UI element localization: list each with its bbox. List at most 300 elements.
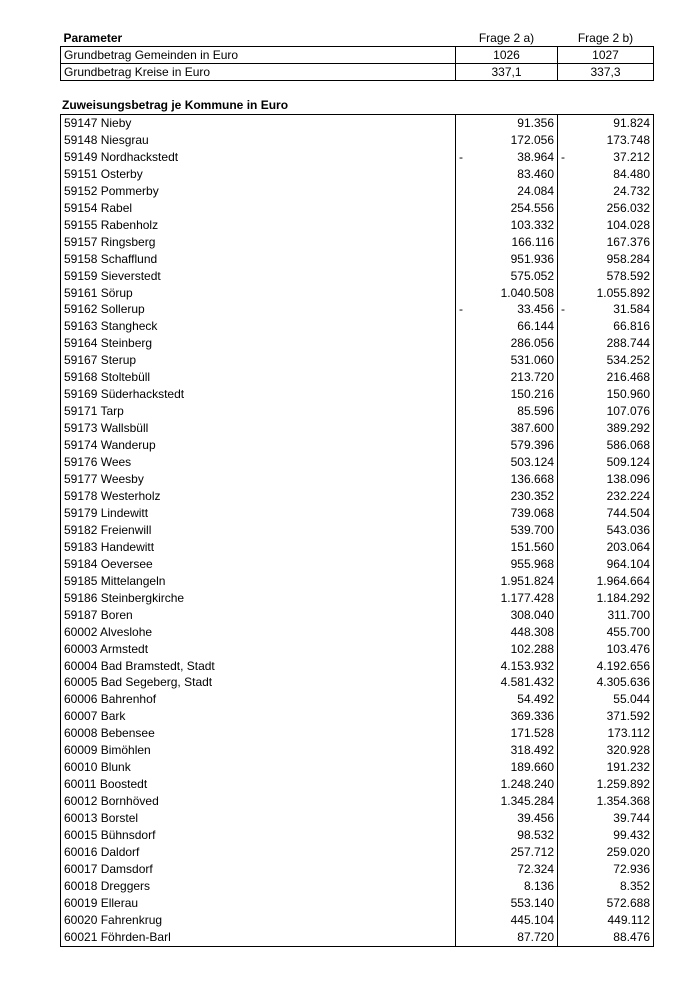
amount-frage-2a [456,437,558,454]
amount-frage-2a [456,386,558,403]
amount-value: 4.192.656 [596,658,650,673]
amount-frage-2b [558,929,654,946]
amount-frage-2a [456,539,558,556]
amount-frage-2a [456,691,558,708]
parameter-value-b: 1027 [558,47,654,64]
amount-frage-2b [558,251,654,268]
amount-value: 964.104 [606,556,650,571]
amount-value: 257.712 [510,844,554,859]
amount-value: 4.153.932 [500,658,554,673]
amount-frage-2b [558,352,654,369]
municipality-name: 59186 Steinbergkirche [61,590,456,607]
amount-frage-2a [456,844,558,861]
amount-frage-2a [456,149,558,166]
amount-value: 1.259.892 [596,777,650,792]
amount-frage-2b [558,844,654,861]
table-row [61,776,654,793]
table-row [61,318,654,335]
amount-frage-2a [456,607,558,624]
amount-frage-2a [456,115,558,132]
amount-frage-2a [456,183,558,200]
amount-frage-2a [456,759,558,776]
table-row [61,386,654,403]
amount-frage-2b [558,488,654,505]
parameter-header: Parameter [61,30,456,47]
municipality-name: 59179 Lindewitt [61,505,456,522]
amount-value: 259.020 [606,844,650,859]
parameter-value-a: 1026 [456,47,558,64]
amount-frage-2b [558,386,654,403]
parameter-header-row [61,30,654,47]
municipality-name: 59176 Wees [61,454,456,471]
amount-value: 38.964 [517,149,554,164]
municipality-name: 60008 Bebensee [61,725,456,742]
amount-frage-2b [558,420,654,437]
table-row [61,691,654,708]
amount-frage-2a [456,641,558,658]
amount-value: 8.352 [619,878,650,893]
municipality-name: 60011 Boostedt [61,776,456,793]
amount-value: 91.356 [517,116,554,130]
amount-frage-2b [558,505,654,522]
amount-value: 24.732 [613,183,650,198]
amount-value: 387.600 [510,421,554,436]
frage-2a-header: Frage 2 a) [456,30,558,47]
amount-value: 216.468 [606,370,650,385]
municipality-name: 59185 Mittelangeln [61,573,456,590]
amount-frage-2b [558,878,654,895]
municipality-name: 59183 Handewitt [61,539,456,556]
table-row [61,725,654,742]
table-row [61,912,654,929]
table-row [61,895,654,912]
amount-frage-2a [456,895,558,912]
amount-frage-2b [558,793,654,810]
amount-frage-2b [558,522,654,539]
amount-value: 173.748 [606,132,650,147]
table-row [61,285,654,302]
table-row [61,878,654,895]
municipality-name: 60020 Fahrenkrug [61,912,456,929]
amount-value: 172.056 [510,132,554,147]
amount-frage-2a [456,776,558,793]
amount-value: 1.248.240 [500,777,554,792]
amount-frage-2a [456,556,558,573]
table-row [61,590,654,607]
amount-value: 539.700 [510,522,554,537]
amount-frage-2b [558,200,654,217]
amount-value: 189.660 [510,760,554,775]
amount-frage-2a [456,403,558,420]
municipality-name: 59173 Wallsbüll [61,420,456,437]
amount-value: 1.177.428 [500,590,554,605]
table-row [61,607,654,624]
amount-frage-2b [558,674,654,691]
amount-frage-2a [456,251,558,268]
parameter-row [61,64,654,81]
table-row [61,556,654,573]
amount-frage-2b [558,369,654,386]
amount-frage-2b [558,861,654,878]
municipality-name: 59187 Boren [61,607,456,624]
amount-frage-2a [456,200,558,217]
table-row [61,742,654,759]
amount-frage-2b [558,285,654,302]
amount-value: 83.460 [517,166,554,181]
amount-value: 104.028 [606,217,650,232]
amount-frage-2a [456,285,558,302]
amount-value: 37.212 [613,149,650,164]
municipality-name: 59158 Schafflund [61,251,456,268]
amount-value: 33.456 [517,302,554,317]
amount-frage-2b [558,183,654,200]
table-row [61,352,654,369]
amount-value: 85.596 [517,404,554,419]
amount-value: 1.354.368 [596,794,650,809]
table-row [61,437,654,454]
amount-value: 955.968 [510,556,554,571]
amount-value: 102.288 [510,641,554,656]
amount-frage-2b [558,810,654,827]
municipality-name: 59182 Freienwill [61,522,456,539]
amount-value: 579.396 [510,438,554,453]
amount-frage-2b [558,149,654,166]
municipality-name: 60015 Bühnsdorf [61,827,456,844]
municipality-name: 59163 Stangheck [61,318,456,335]
amount-value: 575.052 [510,268,554,283]
amount-frage-2b [558,759,654,776]
municipality-name: 59159 Sieverstedt [61,268,456,285]
table-row [61,471,654,488]
amount-value: 91.824 [613,116,650,130]
amount-value: 256.032 [606,200,650,215]
amount-frage-2a [456,488,558,505]
amount-frage-2a [456,742,558,759]
table-row [61,810,654,827]
municipality-name: 60012 Bornhöved [61,793,456,810]
municipality-name: 59157 Ringsberg [61,234,456,251]
municipality-name: 60003 Armstedt [61,641,456,658]
amount-frage-2b [558,454,654,471]
amount-value: 39.744 [613,811,650,826]
municipality-name: 59174 Wanderup [61,437,456,454]
amount-frage-2a [456,335,558,352]
amount-frage-2a [456,234,558,251]
municipality-name: 59154 Rabel [61,200,456,217]
amount-value: 150.960 [606,387,650,402]
amount-value: 543.036 [606,522,650,537]
amount-value: 203.064 [606,539,650,554]
amount-value: 4.581.432 [500,675,554,690]
municipality-name: 60016 Daldorf [61,844,456,861]
table-row [61,166,654,183]
amount-value: 958.284 [606,251,650,266]
municipality-table-body [61,115,654,947]
amount-value: 318.492 [510,743,554,758]
amount-value: 586.068 [606,438,650,453]
municipality-name: 60005 Bad Segeberg, Stadt [61,674,456,691]
municipality-name: 60010 Blunk [61,759,456,776]
municipality-name: 59168 Stoltebüll [61,369,456,386]
amount-value: 54.492 [517,692,554,707]
section-title: Zuweisungsbetrag je Kommune in Euro [62,98,289,112]
amount-frage-2b [558,573,654,590]
municipality-name: 59178 Westerholz [61,488,456,505]
amount-frage-2a [456,352,558,369]
amount-value: 167.376 [606,234,650,249]
amount-value: 151.560 [510,539,554,554]
frage-2b-header: Frage 2 b) [558,30,654,47]
amount-value: 232.224 [606,488,650,503]
table-row [61,200,654,217]
amount-value: 173.112 [607,726,650,741]
parameter-value-b: 337,3 [558,64,654,81]
negative-sign: - [459,149,463,164]
amount-frage-2b [558,912,654,929]
amount-value: 311.700 [607,607,650,622]
amount-frage-2b [558,268,654,285]
municipality-name: 59161 Sörup [61,285,456,302]
municipality-name: 59164 Steinberg [61,335,456,352]
amount-value: 55.044 [613,692,650,707]
amount-frage-2b [558,301,654,318]
municipality-name: 60019 Ellerau [61,895,456,912]
amount-value: 72.936 [613,861,650,876]
amount-value: 87.720 [517,929,554,944]
municipality-name: 59148 Niesgrau [61,132,456,149]
parameter-value-a: 337,1 [456,64,558,81]
amount-frage-2a [456,166,558,183]
amount-frage-2b [558,539,654,556]
amount-value: 191.232 [606,760,650,775]
amount-frage-2a [456,132,558,149]
amount-value: 98.532 [517,828,554,843]
amount-value: 531.060 [510,353,554,368]
amount-value: 99.432 [613,828,650,843]
amount-frage-2a [456,505,558,522]
municipality-name: 59184 Oeversee [61,556,456,573]
amount-value: 369.336 [510,709,554,724]
parameter-table [60,30,654,81]
table-row [61,861,654,878]
table-row [61,522,654,539]
table-row [61,454,654,471]
amount-frage-2b [558,318,654,335]
table-row [61,793,654,810]
amount-value: 72.324 [517,861,554,876]
municipality-name: 59171 Tarp [61,403,456,420]
table-row [61,827,654,844]
table-row [61,505,654,522]
table-row [61,624,654,641]
table-row [61,183,654,200]
amount-frage-2b [558,132,654,149]
amount-value: 84.480 [613,166,650,181]
municipality-name: 60009 Bimöhlen [61,742,456,759]
table-row [61,420,654,437]
amount-frage-2b [558,217,654,234]
table-row [61,539,654,556]
negative-sign: - [561,149,565,164]
parameter-name: Grundbetrag Gemeinden in Euro [61,47,456,64]
municipality-name: 59151 Osterby [61,166,456,183]
table-row [61,369,654,386]
municipality-table [60,114,654,947]
amount-frage-2a [456,810,558,827]
table-row [61,217,654,234]
amount-value: 31.584 [613,302,650,317]
amount-frage-2b [558,624,654,641]
amount-value: 320.928 [606,743,650,758]
amount-frage-2b [558,234,654,251]
amount-value: 1.964.664 [596,573,650,588]
amount-frage-2a [456,301,558,318]
municipality-name: 59169 Süderhackstedt [61,386,456,403]
amount-value: 88.476 [613,929,650,944]
amount-value: 1.055.892 [596,285,650,300]
amount-value: 166.116 [511,234,554,249]
amount-value: 553.140 [510,895,554,910]
table-row [61,929,654,946]
amount-value: 744.504 [606,505,650,520]
amount-value: 308.040 [510,607,554,622]
amount-value: 578.592 [606,268,650,283]
amount-frage-2b [558,827,654,844]
amount-frage-2a [456,793,558,810]
table-row [61,251,654,268]
amount-value: 951.936 [510,251,554,266]
table-row [61,708,654,725]
amount-frage-2a [456,658,558,675]
amount-value: 1.345.284 [500,794,554,809]
negative-sign: - [459,302,463,317]
municipality-name: 59155 Rabenholz [61,217,456,234]
municipality-name: 60004 Bad Bramstedt, Stadt [61,658,456,675]
municipality-name: 59152 Pommerby [61,183,456,200]
amount-frage-2a [456,861,558,878]
amount-value: 138.096 [606,472,650,487]
amount-value: 1.040.508 [500,285,554,300]
amount-value: 4.305.636 [596,675,650,690]
amount-frage-2a [456,522,558,539]
table-row [61,844,654,861]
table-row [61,641,654,658]
table-row [61,658,654,675]
amount-frage-2b [558,895,654,912]
table-row [61,234,654,251]
table-row [61,301,654,318]
amount-value: 509.124 [606,455,650,470]
amount-value: 572.688 [606,895,650,910]
table-row [61,488,654,505]
amount-value: 254.556 [510,200,554,215]
amount-frage-2b [558,658,654,675]
amount-value: 8.136 [523,878,554,893]
municipality-name: 59149 Nordhackstedt [61,149,456,166]
parameter-row [61,47,654,64]
amount-frage-2a [456,420,558,437]
amount-value: 445.104 [510,912,554,927]
amount-frage-2a [456,878,558,895]
amount-value: 1.184.292 [596,590,650,605]
amount-value: 230.352 [510,488,554,503]
amount-frage-2a [456,912,558,929]
amount-frage-2a [456,674,558,691]
amount-frage-2a [456,217,558,234]
amount-frage-2b [558,166,654,183]
amount-frage-2a [456,318,558,335]
amount-value: 103.332 [510,217,554,232]
municipality-name: 59147 Nieby [61,115,456,132]
amount-frage-2b [558,335,654,352]
municipality-name: 60013 Borstel [61,810,456,827]
municipality-name: 60002 Alveslohe [61,624,456,641]
amount-frage-2b [558,115,654,132]
amount-value: 136.668 [510,472,554,487]
amount-frage-2a [456,929,558,946]
municipality-name: 60021 Föhrden-Barl [61,929,456,946]
amount-frage-2b [558,725,654,742]
amount-frage-2b [558,471,654,488]
table-row [61,132,654,149]
amount-frage-2a [456,268,558,285]
amount-frage-2a [456,471,558,488]
municipality-name: 60018 Dreggers [61,878,456,895]
amount-frage-2a [456,454,558,471]
table-row [61,759,654,776]
amount-value: 66.144 [517,319,554,334]
table-row [61,149,654,166]
amount-frage-2b [558,556,654,573]
parameter-name: Grundbetrag Kreise in Euro [61,64,456,81]
table-row [61,573,654,590]
amount-value: 534.252 [606,353,650,368]
municipality-name: 59177 Weesby [61,471,456,488]
amount-value: 24.084 [517,183,554,198]
amount-value: 150.216 [510,387,554,402]
amount-value: 39.456 [517,811,554,826]
municipality-name: 60017 Damsdorf [61,861,456,878]
amount-frage-2b [558,590,654,607]
amount-frage-2a [456,708,558,725]
amount-frage-2b [558,607,654,624]
amount-frage-2a [456,725,558,742]
amount-frage-2b [558,403,654,420]
amount-value: 389.292 [606,421,650,436]
amount-value: 449.112 [607,912,650,927]
amount-value: 371.592 [606,709,650,724]
amount-frage-2b [558,742,654,759]
table-row [61,674,654,691]
amount-frage-2b [558,641,654,658]
amount-frage-2a [456,573,558,590]
amount-frage-2a [456,624,558,641]
municipality-name: 60007 Bark [61,708,456,725]
amount-value: 286.056 [510,336,554,351]
table-row [61,403,654,420]
municipality-name: 60006 Bahrenhof [61,691,456,708]
amount-frage-2a [456,827,558,844]
municipality-name: 59162 Sollerup [61,301,456,318]
amount-value: 455.700 [606,624,650,639]
municipality-name: 59167 Sterup [61,352,456,369]
table-row [61,335,654,352]
amount-frage-2a [456,590,558,607]
negative-sign: - [561,302,565,317]
table-row [61,115,654,132]
amount-value: 288.744 [606,336,650,351]
amount-frage-2b [558,691,654,708]
